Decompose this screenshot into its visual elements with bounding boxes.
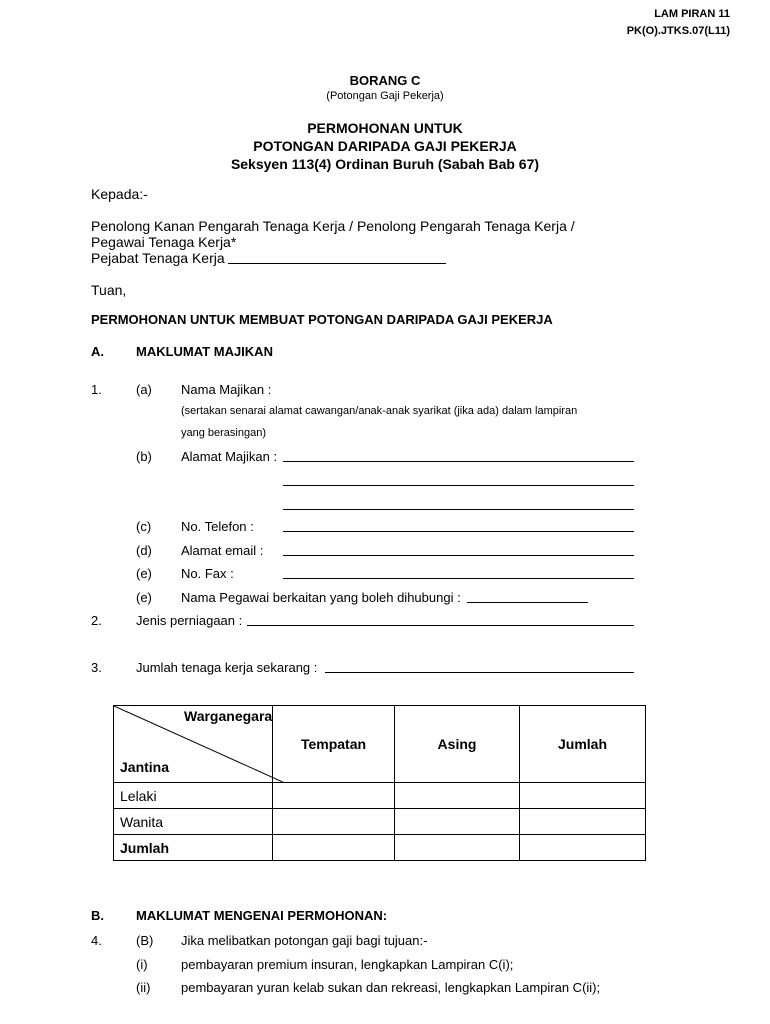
address-line-2: Pegawai Tenaga Kerja*	[91, 234, 237, 250]
section-a-title: MAKLUMAT MAJIKAN	[136, 344, 273, 359]
item-4i-text: pembayaran premium insuran, lengkapkan Lampiran C(i);	[181, 957, 514, 972]
telefon-field-line[interactable]	[283, 531, 634, 532]
cell-lelaki-asing[interactable]	[395, 783, 520, 809]
pegawai-field-line[interactable]	[467, 602, 588, 603]
cell-lelaki-tempatan[interactable]	[273, 783, 395, 809]
email-field-line[interactable]	[283, 555, 634, 556]
cell-jumlah-asing[interactable]	[395, 835, 520, 861]
kepada-label: Kepada:-	[91, 186, 148, 202]
item-1a-label: (a)	[136, 382, 152, 397]
item-1d-label: (d)	[136, 543, 152, 558]
section-b-number: B.	[91, 908, 104, 923]
subject-heading: PERMOHONAN UNTUK MEMBUAT POTONGAN DARIPADA GAJI PEKERJA	[91, 312, 553, 327]
item-1-number: 1.	[91, 382, 102, 397]
header-jumlah: Jumlah	[520, 706, 646, 783]
alamat-majikan-line-3[interactable]	[283, 509, 634, 510]
item-4ii-label: (ii)	[136, 980, 151, 995]
cell-jumlah-tempatan[interactable]	[273, 835, 395, 861]
cell-lelaki-jumlah[interactable]	[520, 783, 646, 809]
alamat-majikan-label: Alamat Majikan :	[181, 449, 278, 464]
form-reference: PK(O).JTKS.07(L11)	[626, 25, 730, 37]
jenis-perniagaan-line[interactable]	[247, 625, 634, 626]
jumlah-tenaga-kerja-label: Jumlah tenaga kerja sekarang :	[136, 660, 318, 675]
nama-majikan-note-2: yang berasingan)	[181, 427, 267, 439]
heading-line-3: Seksyen 113(4) Ordinan Buruh (Sabah Bab 67)	[230, 156, 540, 172]
email-label: Alamat email :	[181, 543, 264, 558]
item-2-number: 2.	[91, 613, 102, 628]
form-title: BORANG C	[349, 73, 421, 88]
alamat-majikan-line-2[interactable]	[283, 485, 634, 486]
nama-majikan-label: Nama Majikan :	[181, 382, 272, 397]
jumlah-tenaga-kerja-line[interactable]	[325, 672, 634, 673]
alamat-majikan-line-1[interactable]	[283, 461, 634, 462]
section-a-number: A.	[91, 344, 104, 359]
jantina-label: Jantina	[120, 759, 170, 775]
heading-line-2: POTONGAN DARIPADA GAJI PEKERJA	[253, 138, 517, 154]
workforce-table	[113, 705, 646, 861]
warganegara-label: Warganegara	[184, 708, 273, 724]
nama-majikan-note-1: (sertakan senarai alamat cawangan/anak-anak syarikat (jika ada) dalam lampiran	[181, 405, 578, 417]
form-subtitle: (Potongan Gaji Pekerja)	[326, 90, 444, 102]
pejabat-field-line[interactable]	[228, 263, 446, 264]
pegawai-label: Nama Pegawai berkaitan yang boleh dihubungi :	[181, 590, 461, 605]
item-1e2-label: (e)	[136, 590, 152, 605]
item-1c-label: (c)	[136, 519, 152, 534]
jenis-perniagaan-label: Jenis perniagaan :	[136, 613, 243, 628]
diagonal-header-cell	[114, 706, 273, 783]
item-4ii-text: pembayaran yuran kelab sukan dan rekreasi, lengkapkan Lampiran C(ii);	[181, 980, 601, 995]
cell-wanita-jumlah[interactable]	[520, 809, 646, 835]
row-label-lelaki: Lelaki	[114, 783, 273, 809]
address-line-1: Penolong Kanan Pengarah Tenaga Kerja / Penolong Pengarah Tenaga Kerja /	[91, 218, 575, 234]
item-4-number: 4.	[91, 933, 102, 948]
address-line-3: Pejabat Tenaga Kerja	[91, 250, 225, 266]
telefon-label: No. Telefon :	[181, 519, 254, 534]
item-4-label: (B)	[136, 933, 154, 948]
cell-wanita-tempatan[interactable]	[273, 809, 395, 835]
cell-jumlah-jumlah[interactable]	[520, 835, 646, 861]
lampiran-label: LAM PIRAN 11	[654, 8, 730, 20]
heading-line-1: PERMOHONAN UNTUK	[307, 120, 463, 136]
item-4i-label: (i)	[136, 957, 148, 972]
item-3-number: 3.	[91, 660, 102, 675]
cell-wanita-asing[interactable]	[395, 809, 520, 835]
item-4-text: Jika melibatkan potongan gaji bagi tujuan:-	[181, 933, 428, 948]
item-1e-label: (e)	[136, 566, 152, 581]
fax-field-line[interactable]	[283, 578, 634, 579]
row-label-jumlah: Jumlah	[114, 835, 273, 861]
fax-label: No. Fax :	[181, 566, 234, 581]
item-1b-label: (b)	[136, 449, 152, 464]
row-label-wanita: Wanita	[114, 809, 273, 835]
section-b-title: MAKLUMAT MENGENAI PERMOHONAN:	[136, 908, 388, 923]
salutation: Tuan,	[91, 282, 127, 298]
header-asing: Asing	[395, 706, 520, 783]
header-tempatan: Tempatan	[273, 706, 395, 783]
